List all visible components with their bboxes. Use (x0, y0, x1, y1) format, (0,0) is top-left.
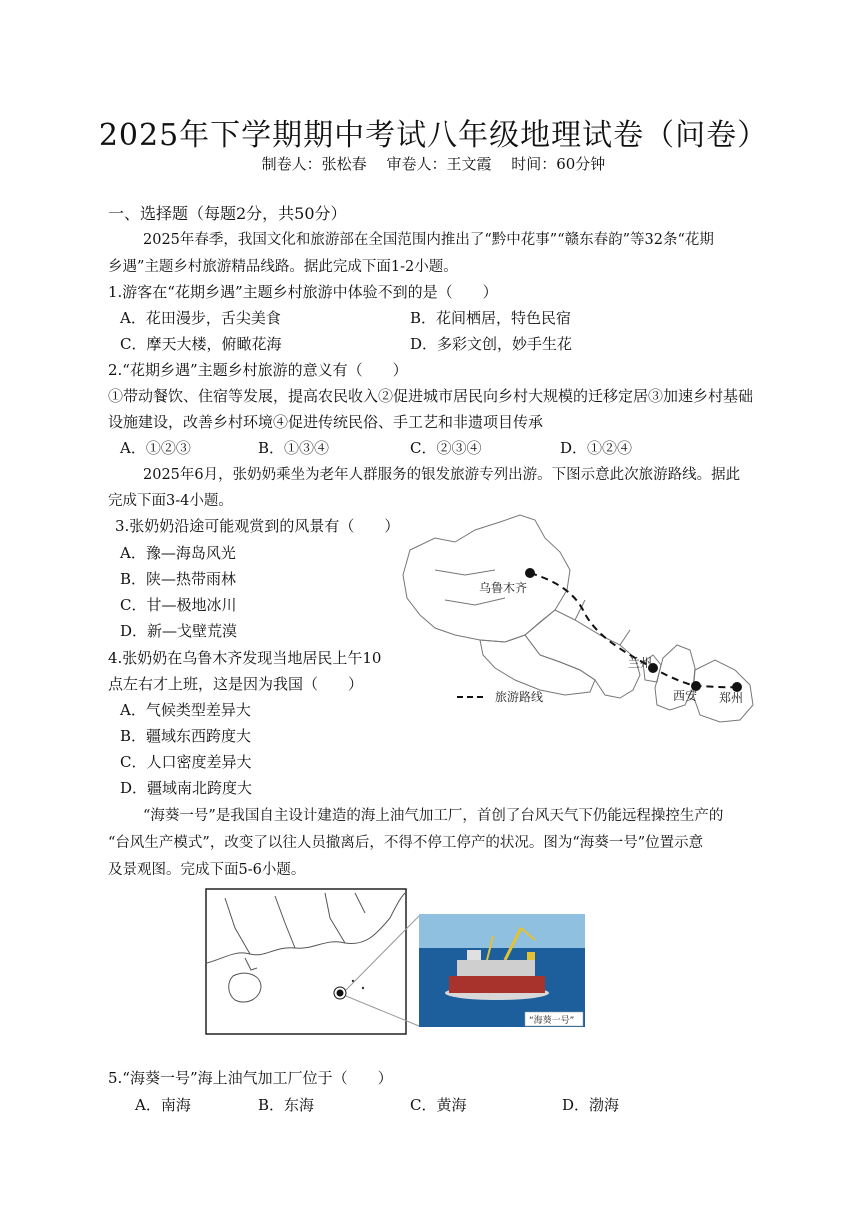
qinghai-outline (480, 635, 595, 695)
xian-label: 西安 (673, 689, 698, 703)
question-4-stem-line-1: 4.张奶奶在乌鲁木齐发现当地居民上午10 (108, 649, 382, 667)
question-1-option-c[interactable]: C．摩天大楼，俯瞰花海 (120, 335, 282, 353)
lanzhou-label: 兰州 (628, 656, 653, 670)
island-dot (362, 987, 364, 989)
section-heading: 一、选择题（每题2分，共50分） (108, 204, 347, 223)
question-2-stem: 2.“花期乡遇”主题乡村旅游的意义有（ ） (108, 361, 408, 379)
question-3-option-d[interactable]: D．新—戈壁荒漠 (120, 622, 238, 640)
question-4-option-d[interactable]: D．疆域南北跨度大 (120, 779, 253, 797)
intro-1-line-1: 2025年春季，我国文化和旅游部在全国范围内推出了“黔中花事”“赣东春韵”等32条“花期 (143, 232, 714, 248)
question-2-option-c[interactable]: C．②③④ (410, 439, 482, 457)
question-5-option-a[interactable]: A．南海 (135, 1096, 191, 1114)
question-5-option-d[interactable]: D．渤海 (562, 1096, 620, 1114)
question-4-option-a[interactable]: A．气候类型差异大 (120, 701, 251, 719)
travel-route-map (395, 510, 760, 735)
page-title: 2025年下学期期中考试八年级地理试卷（问卷） (98, 118, 769, 153)
intro-2-line-1: 2025年6月，张奶奶乘坐为老年人群服务的银发旅游专列出游。下图示意此次旅游路线。据此 (143, 467, 741, 483)
legend-label: 旅游路线 (495, 690, 544, 704)
gansu-outline (525, 610, 640, 698)
question-4-stem-line-2: 点左右才上班，这是因为我国（ ） (108, 675, 364, 693)
exam-meta: 制卷人：张松春 审卷人：王文霞 时间：60分钟 (261, 155, 606, 173)
location-map-frame (206, 889, 406, 1034)
haikui-location-figure (205, 888, 590, 1036)
intro-3-line-1: “海葵一号”是我国自主设计建造的海上油气加工厂，首创了台风天气下仍能远程操控生产的 (143, 808, 724, 824)
urumqi-marker (525, 568, 535, 578)
question-3-option-c[interactable]: C．甘—极地冰川 (120, 596, 237, 614)
zhengzhou-label: 郑州 (719, 691, 744, 705)
question-5-option-b[interactable]: B．东海 (258, 1096, 315, 1114)
question-2-statements-line-1: ①带动餐饮、住宿等发展，提高农民收入②促进城市居民向乡村大规模的迁移定居③加速乡村基础 (108, 387, 754, 405)
question-4-option-b[interactable]: B．疆域东西跨度大 (120, 727, 252, 745)
question-3-option-a[interactable]: A．豫—海岛风光 (120, 544, 236, 562)
question-1-option-d[interactable]: D．多彩文创，妙手生花 (410, 335, 573, 353)
question-2-option-d[interactable]: D．①②④ (560, 439, 633, 457)
route-line (530, 573, 737, 687)
question-1-option-a[interactable]: A．花田漫步，舌尖美食 (120, 309, 281, 327)
intro-3-line-2: “台风生产模式”，改变了以往人员撤离后，不得不停工停产的状况。图为“海葵一号”位置示意 (108, 835, 704, 851)
question-5-stem: 5.“海葵一号”海上油气加工厂位于（ ） (108, 1069, 393, 1087)
question-3-option-b[interactable]: B．陕—热带雨林 (120, 570, 237, 588)
intro-1-line-2: 乡遇”主题乡村旅游精品线路。据此完成下面1-2小题。 (108, 259, 458, 275)
question-2-option-b[interactable]: B．①③④ (258, 439, 330, 457)
question-1-stem: 1.游客在“花期乡遇”主题乡村旅游中体验不到的是（ ） (108, 283, 498, 301)
intro-3-line-3: 及景观图。完成下面5-6小题。 (108, 862, 306, 878)
question-1-option-b[interactable]: B．花间栖居，特色民宿 (410, 309, 572, 327)
question-3-stem: 3.张奶奶沿途可能观赏到的风景有（ ） (115, 517, 400, 535)
haikui-photo (419, 914, 585, 1027)
question-2-option-a[interactable]: A．①②③ (120, 439, 191, 457)
photo-caption: “海葵一号” (529, 1016, 575, 1026)
intro-2-line-2: 完成下面3-4小题。 (108, 493, 233, 509)
question-2-statements-line-2: 设施建设，改善乡村环境④促进传统民俗、手工艺和非遗项目传承 (108, 413, 544, 431)
urumqi-label: 乌鲁木齐 (479, 581, 528, 595)
question-5-option-c[interactable]: C．黄海 (410, 1096, 467, 1114)
question-4-option-c[interactable]: C．人口密度差异大 (120, 753, 252, 771)
haikui-site-marker (337, 990, 344, 997)
